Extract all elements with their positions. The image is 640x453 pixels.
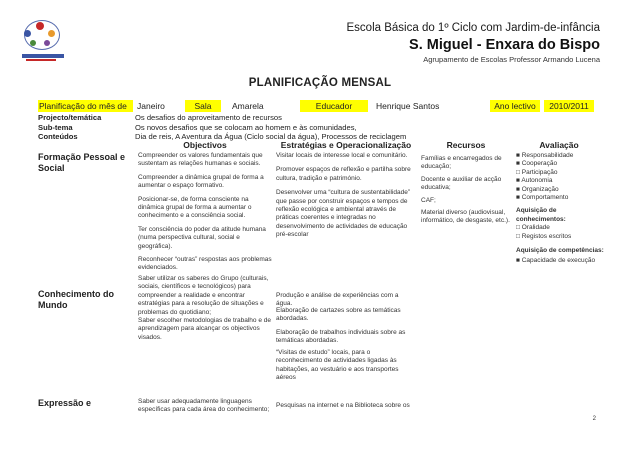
school-name: Escola Básica do 1º Ciclo com Jardim-de-infância: [346, 22, 600, 34]
col-header-objectives: Objectivos: [183, 140, 227, 150]
month-label: Planificação do mês de: [38, 100, 133, 112]
strategy-item: Pesquisas na internet e na Biblioteca sobre os: [276, 402, 410, 409]
resource-item: Docente e auxiliar de acção educativa;: [421, 175, 502, 192]
objectives-column: [138, 152, 274, 414]
resource-item: Famílias e encarregados de educação;: [421, 155, 502, 171]
logo-dot-orange: [48, 30, 55, 37]
contents-value: Dia de reis, A Aventura da Água (Ciclo social da água), Processos de reciclagem: [135, 132, 407, 141]
month-value: Janeiro: [137, 101, 165, 111]
room-value: Amarela: [232, 101, 264, 111]
evaluation-instrument: □ Oralidade: [516, 224, 550, 232]
subtheme-value: Os novos desafios que se colocam ao homem e às comunidades,: [135, 122, 357, 132]
school-header: [220, 22, 600, 64]
strategy-item: Elaboração de trabalhos individuais sobre as temáticas abordadas.: [276, 329, 406, 345]
evaluation-item: ■ Cooperação: [516, 160, 558, 168]
objective-item: Posicionar-se, de forma consciente na dinâmica grupal de forma a aumentar o conhecimento e a consciência social.: [138, 195, 252, 220]
strategy-item: “Visitas de estudo” locais, para o reconhecimento de actividades ligadas às habitações, ao vestuário e aos transportes aéreos: [276, 349, 399, 382]
objective-item: Compreender os valores fundamentais que sustentam as relações humanas e sociais.: [138, 152, 263, 168]
objective-item: Ter consciência do poder da atitude humana (numa perspectiva cultural, social e geográfica).: [138, 225, 266, 250]
evaluation-item: ■ Organização: [516, 185, 559, 193]
strategy-item: Promover espaços de reflexão e partilha sobre cultura, tradição e património.: [276, 166, 411, 182]
strategy-item: Produção e análise de experiências com a água.: [276, 292, 399, 308]
logo-dot-blue: [24, 30, 31, 37]
strategy-item: Visitar locais de interesse local e comunitário.: [276, 152, 408, 159]
logo-bar: [22, 54, 64, 58]
teacher-label: Educador: [300, 100, 368, 112]
evaluation-instrument: □ Registos escritos: [516, 232, 572, 240]
evaluation-item: □ Participação: [516, 168, 558, 176]
school-location: S. Miguel - Enxara do Bispo: [409, 37, 600, 53]
info-row: [38, 100, 594, 112]
year-value: 2010/2011: [544, 100, 594, 112]
col-header-evaluation: Avaliação: [539, 140, 579, 150]
evaluation-item: ■ Autonomia: [516, 177, 553, 185]
evaluation-item: ■ Responsabilidade: [516, 152, 574, 159]
area-expression: Expressão e: [38, 398, 92, 408]
school-group: Agrupamento de Escolas Professor Armando Lucena: [423, 55, 600, 64]
objective-item: Saber utilizar os saberes do Grupo (culturais, sociais, científicos e tecnológicos) para compreender a realidade e encontrar estratégias para a resolução de situações e problemas do quotidiano;: [138, 274, 269, 316]
competences-title: Aquisição de competências:: [516, 247, 604, 255]
col-header-strategies: Estratégias e Operacionalização: [280, 140, 412, 150]
room-label: Sala: [185, 100, 221, 112]
logo-dot-purple: [44, 40, 50, 46]
school-logo: [18, 18, 68, 66]
year-label: Ano lectivo: [490, 100, 540, 112]
evaluation-column: [516, 152, 606, 266]
strategies-column: [276, 152, 416, 409]
project-value: Os desafios do aproveitamento de recursos: [135, 113, 282, 122]
evaluation-item: ■ Comportamento: [516, 194, 569, 202]
strategy-item: Elaboração de cartazes sobre as temáticas abordadas.: [276, 307, 401, 323]
objective-item: Compreender a dinâmica grupal de forma a aumentar o espaço formativo.: [138, 173, 264, 190]
resource-item: Material diverso (audiovisual, informático, de desgaste, etc.).: [421, 209, 510, 225]
logo-dot-green: [30, 40, 36, 46]
subtheme-label: Sub-tema: [38, 122, 73, 132]
col-header-resources: Recursos: [446, 140, 486, 150]
knowledge-title: Aquisição de conhecimentos:: [516, 207, 566, 223]
area-world-knowledge: Conhecimento do Mundo: [38, 289, 114, 310]
logo-dot-red: [36, 22, 44, 30]
objective-item: Saber escolher metodologias de trabalho e de aprendizagem para alcançar os objectivos visados.: [138, 316, 271, 341]
strategy-item: Desenvolver uma “cultura de sustentabilidade” que passe por construir espaços e tempos de reflexão ecológica e ambiental através de práticas coerentes e integradas no desenvolvimento de actividades de educação pré-escolar: [276, 189, 411, 239]
resources-column: [421, 155, 511, 226]
resource-item: CAF;: [421, 196, 436, 204]
objective-item: Reconhecer “outras” respostas aos problemas evidenciados.: [138, 256, 272, 272]
area-personal-social: Formação Pessoal e Social: [38, 152, 126, 173]
objective-item: Saber usar adequadamente linguagens específicas para cada área do conhecimento;: [138, 398, 270, 414]
page-number: 2: [592, 416, 596, 422]
evaluation-competence: ■ Capacidade de execução: [516, 257, 596, 265]
contents-label: Conteúdos: [38, 132, 78, 141]
page-title: PLANIFICAÇÃO MENSAL: [248, 77, 392, 89]
teacher-value: Henrique Santos: [376, 101, 440, 111]
logo-bar-accent: [26, 59, 56, 61]
project-label: Projecto/temática: [38, 113, 102, 122]
